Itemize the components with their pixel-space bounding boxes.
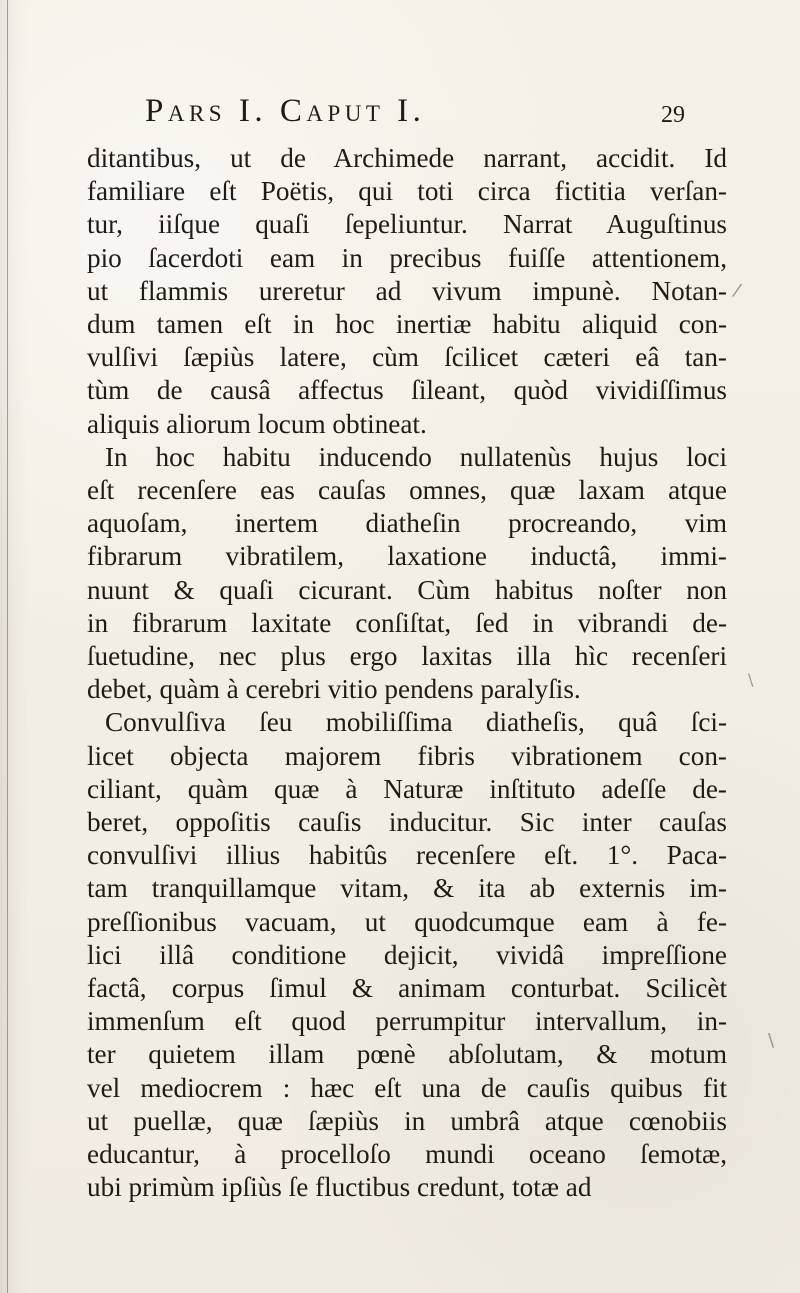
margin-mark: \	[748, 670, 754, 689]
text-line-25: lici illâ conditione dejicit, vividâ impreſſione	[87, 939, 727, 970]
text-line-27: immenſum eſt quod perrumpitur intervallum, in-	[87, 1006, 727, 1037]
text-line-24: preſſionibus vacuam, ut quodcumque eam à fe-	[87, 906, 727, 937]
text-line-18: Convulſiva ſeu mobiliſſima diatheſis, quâ ſci-	[105, 707, 727, 738]
text-line-28: ter quietem illam pœnè abſolutam, & motum	[87, 1039, 727, 1070]
running-head: Pars I. Caput I.	[145, 93, 426, 129]
text-line-7: vulſivi ſæpiùs latere, cùm ſcilicet cæteri eâ tan-	[87, 342, 727, 373]
text-line-12: aquoſam, inertem diatheſin procreando, vim	[87, 508, 727, 539]
text-line-1: ditantibus, ut de Archimede narrant, accidit. Id	[87, 143, 727, 173]
text-line-19: licet objecta majorem fibris vibrationem con-	[87, 740, 727, 771]
page-gutter-line	[7, 0, 8, 1293]
text-line-8: tùm de causâ affectus ſileant, quòd vividiſſimus	[87, 375, 727, 406]
text-line-5: ut flammis ureretur ad vivum impunè. Notan-	[87, 275, 727, 306]
text-line-6: dum tamen eſt in hoc inertiæ habitu aliquid con-	[87, 309, 727, 340]
text-line-30: ut puellæ, quæ ſæpiùs in umbrâ atque cœnobiis	[87, 1105, 727, 1136]
text-line-23: tam tranquillamque vitam, & ita ab externis im-	[87, 873, 727, 904]
text-line-32: ubi primùm ipſiùs ſe fluctibus credunt, totæ ad	[87, 1172, 592, 1203]
text-line-4: pio ſacerdoti eam in precibus fuiſſe attentionem,	[87, 242, 727, 273]
text-line-31: educantur, à procelloſo mundi oceano ſemotæ,	[87, 1139, 727, 1170]
text-line-11: eſt recenſere eas cauſas omnes, quæ laxam atque	[87, 475, 727, 506]
margin-mark: /	[730, 279, 744, 302]
text-line-15: in fibrarum laxitate conſiſtat, ſed in vibrandi de-	[87, 607, 727, 638]
text-line-26: factâ, corpus ſimul & animam conturbat. Scilicèt	[87, 973, 727, 1004]
text-line-10: In hoc habitu inducendo nullatenùs hujus loci	[105, 441, 727, 472]
text-line-14: nuunt & quaſi cicurant. Cùm habitus noſter non	[87, 574, 727, 605]
text-line-2: familiare eſt Poëtis, qui toti circa fictitia verſan-	[87, 176, 727, 207]
page-header	[145, 95, 685, 129]
page-body	[87, 142, 727, 1205]
text-line-22: convulſivi illius habitûs recenſere eſt. 1°. Paca-	[87, 840, 727, 871]
text-line-17: debet, quàm à cerebri vitio pendens paralyſis.	[87, 674, 581, 705]
text-line-20: ciliant, quàm quæ à Naturæ inſtituto adeſſe de-	[87, 773, 727, 804]
text-line-9: aliquis aliorum locum obtineat.	[87, 408, 427, 439]
page-number: 29	[661, 102, 685, 128]
text-line-21: beret, oppoſitis cauſis inducitur. Sic inter cauſas	[87, 807, 727, 838]
text-line-13: fibrarum vibratilem, laxatione inductâ, immi-	[87, 541, 727, 572]
text-line-16: ſuetudine, nec plus ergo laxitas illa hìc recenſeri	[87, 641, 727, 672]
text-line-3: tur, iiſque quaſi ſepeliuntur. Narrat Auguſtinus	[87, 209, 727, 240]
margin-mark: \	[768, 1030, 775, 1051]
text-line-29: vel mediocrem : hæc eſt una de cauſis quibus fit	[87, 1072, 727, 1103]
